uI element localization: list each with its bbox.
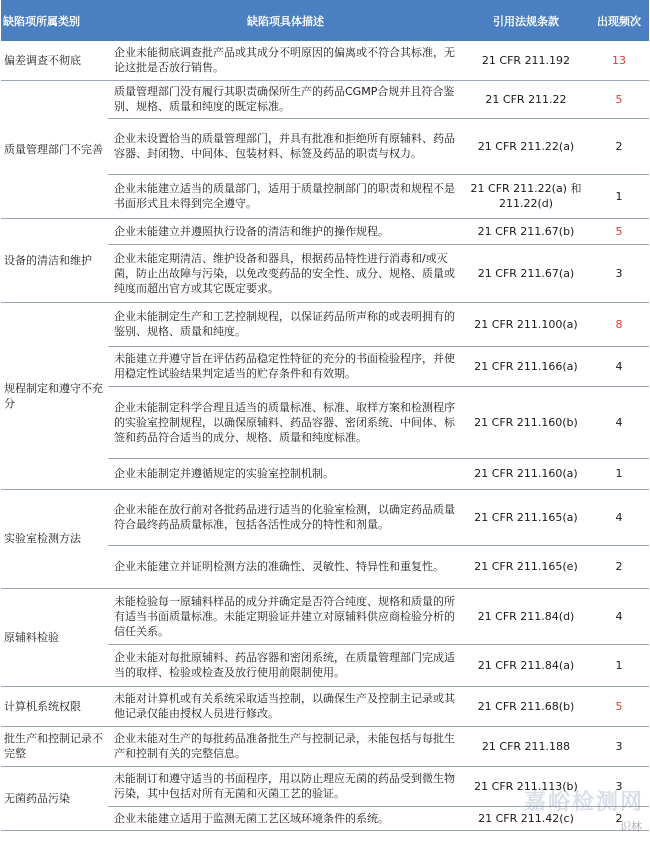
frequency-cell: 1 — [589, 174, 649, 218]
table-row — [1, 686, 649, 726]
description-cell: 企业未能彻底调查批产品或其成分不明原因的偏离或不符合其标准，无论这批是否放行销售。 — [108, 41, 463, 80]
table-row — [1, 588, 649, 644]
regulation-cell: 21 CFR 211.165(e) — [463, 545, 589, 588]
frequency-cell: 1 — [589, 458, 649, 489]
table-row — [1, 726, 649, 766]
frequency-cell: 3 — [589, 726, 649, 766]
description-cell: 企业未能对每批原辅料、药品容器和密闭系统，在质量管理部门完成适当的取样、检验或检查及放行使用前限制使用。 — [108, 644, 463, 686]
category-cell: 原辅料检验 — [1, 588, 108, 686]
description-cell: 未能检验每一原辅料样品的成分并确定是否符合纯度、规格和质量的所有适当书面质量标准。未能定期验证并建立对原辅料供应商检验分析的信任关系。 — [108, 588, 463, 644]
watermark-sub: 识林 — [620, 820, 642, 833]
regulation-cell: 21 CFR 211.100(a) — [463, 302, 589, 346]
header-description: 缺陷项具体描述 — [108, 0, 463, 41]
regulation-cell: 21 CFR 211.22(a) — [463, 118, 589, 174]
table-row — [1, 302, 649, 346]
regulation-cell: 21 CFR 211.42(c) — [463, 806, 589, 830]
regulation-cell: 21 CFR 211.113(b) — [463, 766, 589, 806]
description-cell: 企业未能建立并遵照执行设备的清洁和维护的操作规程。 — [108, 218, 463, 244]
header-frequency: 出现频次 — [589, 0, 649, 41]
frequency-cell: 5 — [589, 80, 649, 118]
description-cell: 企业未能制定生产和工艺控制规程，以保证药品所声称的或表明拥有的鉴别、规格、质量和纯度。 — [108, 302, 463, 346]
frequency-cell: 4 — [589, 346, 649, 386]
header-regulation: 引用法规条款 — [463, 0, 589, 41]
category-cell: 质量管理部门不完善 — [1, 80, 108, 218]
frequency-cell: 3 — [589, 766, 649, 806]
description-cell: 质量管理部门没有履行其职责确保所生产的药品CGMP合规并且符合鉴别、规格、质量和纯度的既定标准。 — [108, 80, 463, 118]
frequency-cell: 2 — [589, 806, 649, 830]
regulation-cell: 21 CFR 211.67(b) — [463, 218, 589, 244]
regulation-cell: 21 CFR 211.192 — [463, 41, 589, 80]
regulation-cell: 21 CFR 211.68(b) — [463, 686, 589, 726]
frequency-cell: 2 — [589, 118, 649, 174]
frequency-cell: 5 — [589, 686, 649, 726]
regulation-cell: 21 CFR 211.166(a) — [463, 346, 589, 386]
table-row — [1, 489, 649, 545]
category-cell: 设备的清洁和维护 — [1, 218, 108, 302]
regulation-cell: 21 CFR 211.22 — [463, 80, 589, 118]
table-row — [1, 218, 649, 244]
description-cell: 企业未能在放行前对各批药品进行适当的化验室检测，以确定药品质量符合最终药品质量标准，包括各活性成分的特性和剂量。 — [108, 489, 463, 545]
table-row — [1, 80, 649, 118]
frequency-cell: 5 — [589, 218, 649, 244]
frequency-cell: 4 — [589, 588, 649, 644]
description-cell: 企业未设置恰当的质量管理部门，并具有批准和拒绝所有原辅料、药品容器、封闭物、中间体、包装材料、标签及药品的职责与权力。 — [108, 118, 463, 174]
regulation-cell: 21 CFR 211.67(a) — [463, 244, 589, 302]
regulation-cell: 21 CFR 211.188 — [463, 726, 589, 766]
category-cell: 实验室检测方法 — [1, 489, 108, 588]
frequency-cell: 2 — [589, 545, 649, 588]
regulation-cell: 21 CFR 211.165(a) — [463, 489, 589, 545]
regulation-cell: 21 CFR 211.84(a) — [463, 644, 589, 686]
category-cell: 批生产和控制记录不完整 — [1, 726, 108, 766]
frequency-cell: 1 — [589, 644, 649, 686]
category-cell: 无菌药品污染 — [1, 766, 108, 830]
regulation-cell: 21 CFR 211.160(b) — [463, 386, 589, 458]
regulation-cell: 21 CFR 211.160(a) — [463, 458, 589, 489]
frequency-cell: 4 — [589, 489, 649, 545]
regulation-cell: 21 CFR 211.22(a) 和 211.22(d) — [463, 174, 589, 218]
description-cell: 未能建立并遵守旨在评估药品稳定性特征的充分的书面检验程序，并使用稳定性试验结果判定适当的贮存条件和有效期。 — [108, 346, 463, 386]
category-cell: 规程制定和遵守不充分 — [1, 302, 108, 489]
defect-table — [1, 0, 649, 831]
frequency-cell: 3 — [589, 244, 649, 302]
header-category: 缺陷项所属类别 — [1, 0, 108, 41]
regulation-cell: 21 CFR 211.84(d) — [463, 588, 589, 644]
description-cell: 未能对计算机或有关系统采取适当控制，以确保生产及控制主记录或其他记录仅能由授权人员进行修改。 — [108, 686, 463, 726]
description-cell: 企业未能制定科学合理且适当的质量标准、标准、取样方案和检测程序的实验室控制规程，以确保原辅料、药品容器、密闭系统、中间体、标签和药品符合适当的成分、规格、质量和纯度标准。 — [108, 386, 463, 458]
table-row — [1, 41, 649, 80]
description-cell: 企业未能建立并证明检测方法的准确性、灵敏性、特异性和重复性。 — [108, 545, 463, 588]
table-header-row — [1, 0, 649, 41]
description-cell: 企业未能定期清洁、维护设备和器具，根据药品特性进行消毒和/或灭菌，防止出故障与污染，以免改变药品的安全性、成分、规格、质量或纯度而超出官方或其它既定要求。 — [108, 244, 463, 302]
frequency-cell: 13 — [589, 41, 649, 80]
category-cell: 偏差调查不彻底 — [1, 41, 108, 80]
description-cell: 企业未能对生产的每批药品准备批生产与控制记录，未能包括与每批生产和控制有关的完整信息。 — [108, 726, 463, 766]
description-cell: 企业未能制定并遵循规定的实验室控制机制。 — [108, 458, 463, 489]
frequency-cell: 4 — [589, 386, 649, 458]
frequency-cell: 8 — [589, 302, 649, 346]
category-cell: 计算机系统权限 — [1, 686, 108, 726]
watermark: 嘉峪检测网 — [523, 790, 644, 815]
description-cell: 企业未能建立适当的质量部门，适用于质量控制部门的职责和规程不是书面形式且未得到完全遵守。 — [108, 174, 463, 218]
description-cell: 企业未能建立适用于监测无菌工艺区域环境条件的系统。 — [108, 806, 463, 830]
description-cell: 未能制订和遵守适当的书面程序，用以防止理应无菌的药品受到微生物污染，其中包括对所有无菌和灭菌工艺的验证。 — [108, 766, 463, 806]
